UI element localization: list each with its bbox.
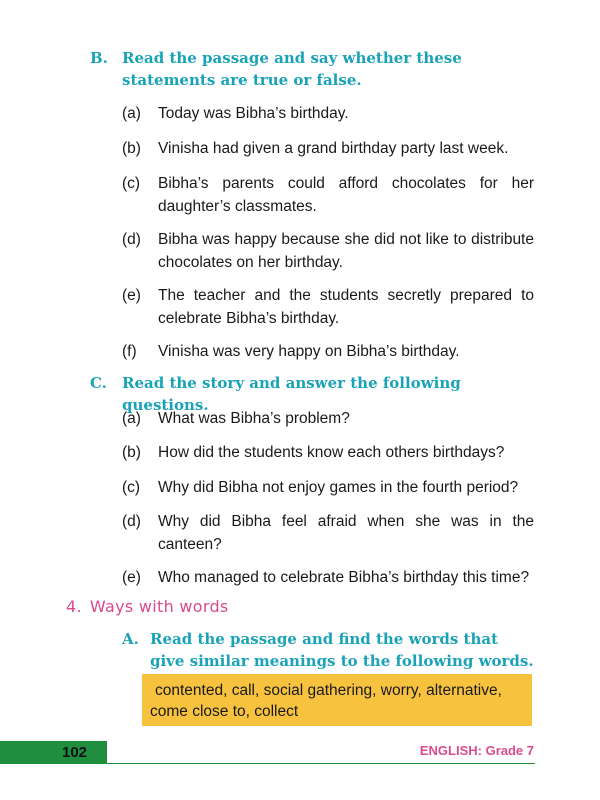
section-b-item-c-label: (c) <box>122 175 141 192</box>
section-c-item-d-text: Why did Bibha feel afraid when she was in the canteen? <box>158 513 534 553</box>
footer-subject: ENGLISH: Grade 7 <box>419 743 534 758</box>
section-b-item-f-text: Vinisha was very happy on Bibha’s birthday. <box>158 343 460 360</box>
section-b-item-a-label: (a) <box>122 105 141 122</box>
section-c-item-a-text: What was Bibha’s problem? <box>158 410 350 427</box>
section-c-item-b-label: (b) <box>122 444 141 461</box>
word-list-box <box>142 674 532 726</box>
ways-with-words-heading <box>66 597 229 616</box>
section-c-item-a-label: (a) <box>122 410 141 427</box>
section-b-item-d-text: Bibha was happy because she did not like to distribute chocolates on her birthday. <box>158 231 534 271</box>
section-c-item-b-text: How did the students know each others birthdays? <box>158 444 505 461</box>
section-b-label: B. <box>90 49 108 67</box>
ways-with-words-number: 4. <box>66 597 82 616</box>
section-b-item-d-label: (d) <box>122 231 141 248</box>
section-c-item-c-text: Why did Bibha not enjoy games in the fourth period? <box>158 479 519 496</box>
section-a-label: A. <box>122 630 139 648</box>
section-b-item-b-label: (b) <box>122 140 141 157</box>
section-b-item-e-text: The teacher and the students secretly prepared to celebrate Bibha’s birthday. <box>158 287 534 327</box>
page-number: 102 <box>62 744 88 761</box>
section-c-item-e-label: (e) <box>122 569 141 586</box>
section-b-instruction: Read the passage and say whether these statements are true or false. <box>122 49 462 89</box>
section-c-label: C. <box>90 374 107 392</box>
section-b-item-f-label: (f) <box>122 343 137 360</box>
section-a-instruction: Read the passage and find the words that give similar meanings to the following words. <box>150 630 534 670</box>
footer-page-bar <box>0 741 107 764</box>
section-c-item-c-label: (c) <box>122 479 141 496</box>
word-list-line-1: contented, call, social gathering, worry, alternative, <box>155 682 502 699</box>
section-c-item-d-label: (d) <box>122 513 141 530</box>
footer-rule <box>107 763 535 764</box>
section-b-item-b-text: Vinisha had given a grand birthday party last week. <box>158 140 509 157</box>
ways-with-words-title: Ways with words <box>89 597 229 616</box>
section-c-instruction: Read the story and answer the following questions. <box>122 374 461 414</box>
section-b-item-c-text: Bibha’s parents could afford chocolates for her daughter’s classmates. <box>158 175 534 215</box>
section-c-item-e-text: Who managed to celebrate Bibha’s birthday this time? <box>158 569 530 586</box>
word-list-line-2: come close to, collect <box>150 703 299 720</box>
section-b-item-a-text: Today was Bibha’s birthday. <box>158 105 349 122</box>
section-b-item-e-label: (e) <box>122 287 141 304</box>
